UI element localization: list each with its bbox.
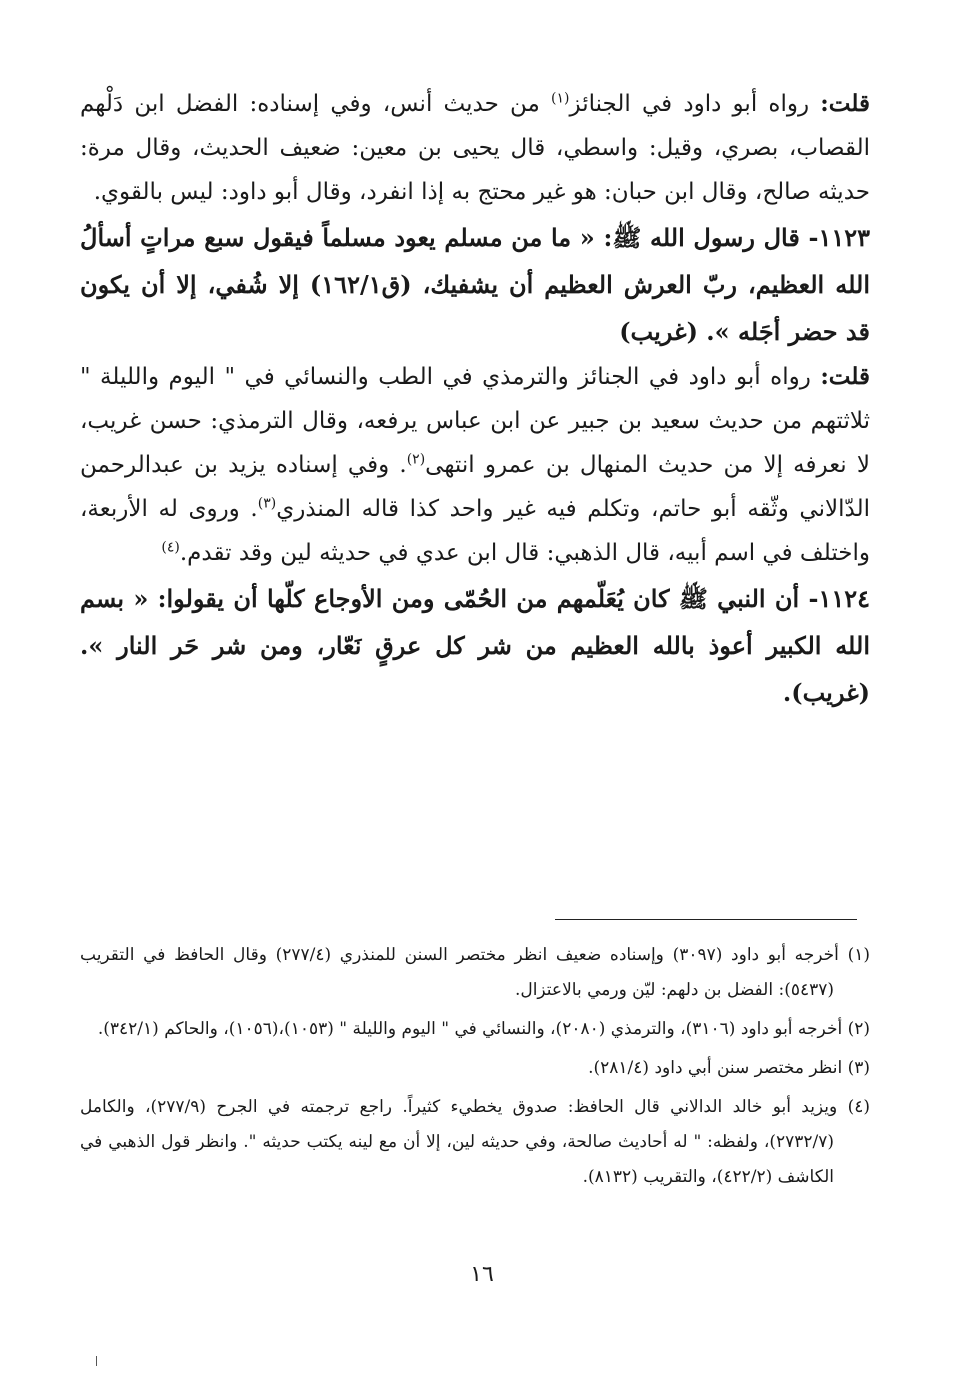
commentary-text: رواه أبو داود في الجنائز والترمذي في الطب والنسائي في " اليوم والليلة " ثلاثتهم من حديث سعيد بن جبير عن ابن عباس يرفعه، وقال الترمذي: حسن غريب، لا نعرفه إلا من حديث المنهال بن عمرو انتهى bbox=[80, 364, 870, 478]
commentary-lead: قلت: bbox=[820, 90, 870, 117]
commentary-text: رواه أبو داود في الجنائز bbox=[569, 91, 821, 117]
commentary-text: من حديث أنس، وفي إسناده: الفضل ابن دَلْهم القصاب، بصري، وقيل: واسطي، قال يحيى بن معين: ضعيف الحديث، وقال مرة: حديثه صالح، وقال ابن حبان: هو غير محتج به إذا انفرد، وقال أبو داود: ليس بالقوي. bbox=[80, 91, 870, 205]
commentary-paragraph-2 bbox=[80, 355, 870, 575]
footnote-ref: (١) bbox=[551, 90, 570, 107]
commentary-lead: قلت: bbox=[820, 363, 870, 390]
footnote-1: (١) أخرجه أبو داود (٣٠٩٧) وإسناده ضعيف انظر مختصر السنن للمنذري (٢٧٧/٤) وقال الحافظ في التقريب (٥٤٣٧): الفضل بن دلهم: ليّن ورمي بالاعتزال. bbox=[80, 945, 870, 1000]
footnote-4: (٤) ويزيد أبو خالد الدالاني قال الحافظ: صدوق يخطيء كثيراً. راجع ترجمته في الجرح (٢٧٧/٩)، والكامل (٢٧٣٢/٧)، ولفظه: " له أحاديث صالحة، وفي حديثه لين، إلا أن مع لينه يكتب حديثه ". وانظر قول الذهبي في الكاشف (٤٢٢/٢)، والتقريب (٨١٣٢). bbox=[80, 1097, 870, 1187]
hadith-1123: ١١٢٣- قال رسول الله ﷺ: « ما من مسلم يعود مسلماً فيقول سبع مراتٍ أسألُ الله العظيم، ربّ العرش العظيم أن يشفيك، (ق١٦٢/١) إلا شُفي، إلا أن يكون قد حضر أجَله ». (غريب) bbox=[80, 223, 871, 346]
footnote-divider bbox=[555, 919, 857, 920]
hadith-1124: ١١٢٤- أن النبي ﷺ كان يُعَلّمهم من الحُمّى ومن الأوجاع كلّها أن يقولوا: « بسم الله الكبير أعوذ بالله العظيم من شر كل عرقٍ نَعّار، ومن شر حَر النار ». (غريب). bbox=[80, 584, 870, 707]
page-number: ١٦ bbox=[470, 1262, 494, 1287]
commentary-text: . وروى له الأربعة، واختلف في اسم أبيه، قال الذهبي: قال ابن عدي في حديثه لين وقد تقدم. bbox=[80, 496, 870, 566]
commentary-paragraph-1 bbox=[80, 82, 870, 214]
footnote-2: (٢) أخرجه أبو داود (٣١٠٦)، والترمذي (٢٠٨٠)، والنسائي في " اليوم والليلة " (١٠٥٣)،(١٠٥٦)، والحاكم (٣٤٢/١). bbox=[97, 1019, 870, 1039]
footnotes bbox=[80, 938, 870, 1199]
footnote-ref: (٤) bbox=[161, 539, 180, 556]
commentary-text: . وفي إسناده يزيد بن عبدالرحمن الدّالاني وثّقه أبو حاتم، وتكلم فيه غير واحد كذا قاله المنذري bbox=[80, 452, 870, 522]
footnote-3: (٣) انظر مختصر سنن أبي داود (٢٨١/٤). bbox=[588, 1058, 870, 1078]
scan-mark bbox=[96, 1356, 97, 1366]
main-text bbox=[80, 82, 870, 716]
footnote-ref: (٣) bbox=[257, 495, 277, 512]
footnote-ref: (٢) bbox=[406, 451, 426, 468]
